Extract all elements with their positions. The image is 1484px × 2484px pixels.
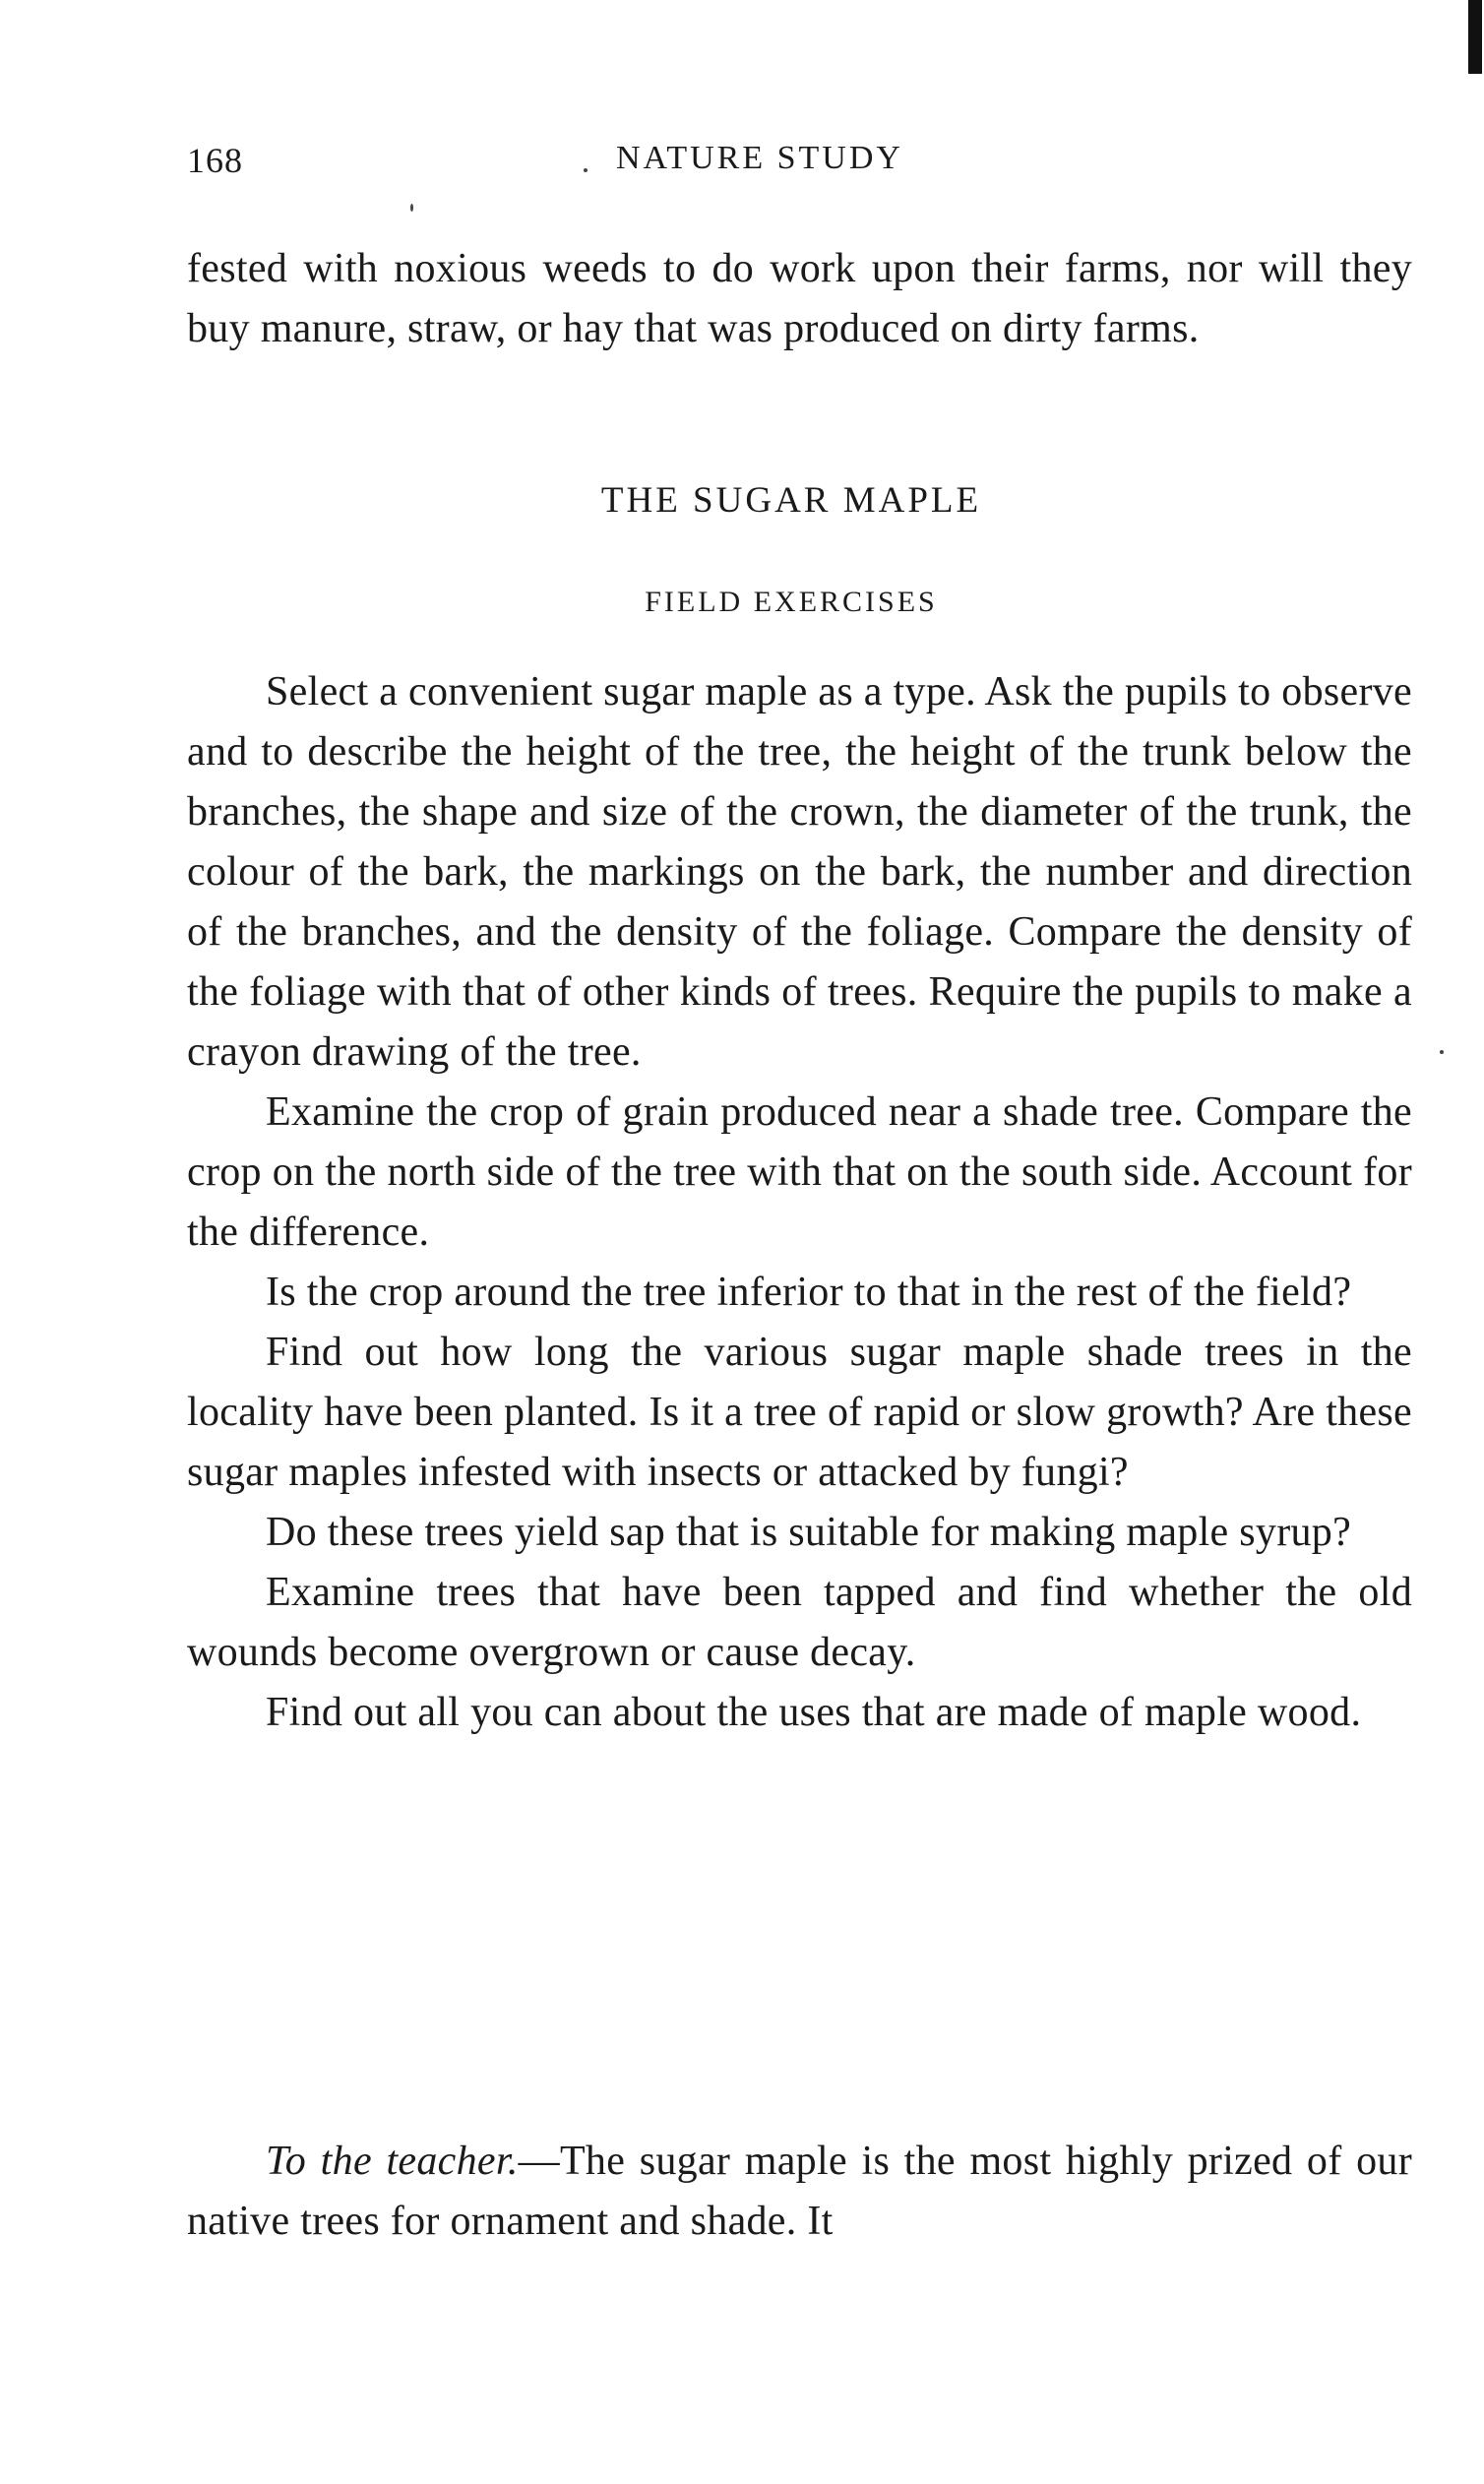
continuation-paragraph bbox=[187, 239, 1412, 359]
exercise-paragraph: Find out how long the various sugar maple shade trees in the locality have been planted. Is it a tree of rapid or slow growth? Are these sugar maples infested with insects or attacked by fungi? bbox=[187, 1330, 1412, 1495]
section-title: THE SUGAR MAPLE bbox=[600, 480, 982, 521]
exercise-paragraph: Examine trees that have been tapped and find whether the old wounds become overgrown or cause decay. bbox=[187, 1570, 1412, 1675]
teacher-note-text: —The sugar maple is the most highly prized of our native trees for ornament and shade. It bbox=[187, 2139, 1412, 2244]
exercise-paragraph: Do these trees yield sap that is suitable for making maple syrup? bbox=[266, 1510, 1352, 1555]
teacher-note-paragraph bbox=[187, 2132, 1412, 2252]
exercise-paragraph: Find out all you can about the uses that are made of maple wood. bbox=[266, 1690, 1362, 1735]
speck-mark bbox=[410, 204, 413, 212]
speck-mark bbox=[1440, 1050, 1444, 1054]
teacher-note bbox=[187, 2132, 1412, 2252]
running-title: NATURE STUDY bbox=[616, 140, 903, 176]
running-head bbox=[187, 140, 1484, 183]
speck-mark bbox=[584, 168, 587, 172]
field-exercises bbox=[187, 662, 1412, 1743]
continuation-text: fested with noxious weeds to do work upon their farms, nor will they buy manure, straw, or hay that was produced on dirty farms. bbox=[187, 246, 1412, 351]
exercise-paragraph: Select a convenient sugar maple as a type. Ask the pupils to observe and to describe the height of the tree, the height of the trunk below the branches, the shape and size of the crown, the diameter of the trunk, the colour of the bark, the markings on the bark, the number and direction of the branches, and the density of the foliage. Compare the density of the foliage with that of other kinds of trees. Require the pupils to make a crayon drawing of the tree. bbox=[187, 669, 1412, 1075]
teacher-note-lead: To the teacher. bbox=[266, 2139, 519, 2184]
subsection-title: FIELD EXERCISES bbox=[645, 586, 938, 618]
scan-edge-mark bbox=[1468, 0, 1482, 74]
exercise-paragraph: Is the crop around the tree inferior to that in the rest of the field? bbox=[266, 1270, 1352, 1315]
page-number: 168 bbox=[187, 141, 243, 180]
exercise-paragraph: Examine the crop of grain produced near a shade tree. Compare the crop on the north side of the tree with that on the south side. Account for the difference. bbox=[187, 1089, 1412, 1255]
